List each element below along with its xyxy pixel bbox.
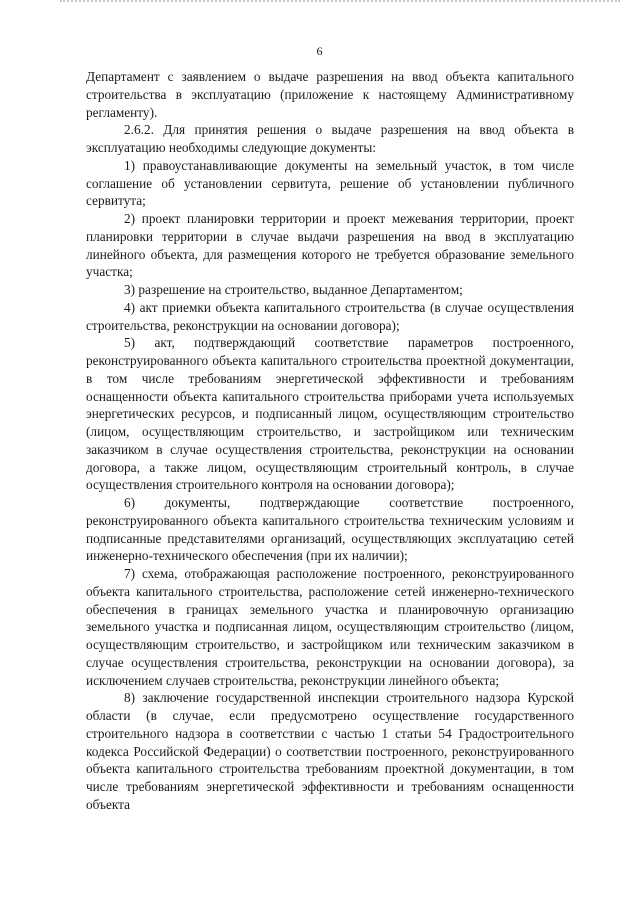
list-item-5: 5) акт, подтверждающий соответствие параметров построенного, реконструированного объекта капитального строительства проектной документации, в том числе требованиям энергетической эффективности и требованиям оснащенности объекта капитального строительства приборами учета используемых энергетических ресурсов, и подписанный лицом, осуществляющим строительство (лицом, осуществляющим строительство, и застройщиком или техническим заказчиком в случае осуществления строительства, реконструкции на основании договора, а также лицом, осуществляющим строительный контроль, в случае осуществления строительного контроля на основании договора); <box>86 335 574 493</box>
list-item-2: 2) проект планировки территории и проект межевания территории, проект планировки территории в случае выдачи разрешения на ввод в эксплуатацию линейного объекта, для размещения которого не требуется образование земельного участка; <box>86 211 574 280</box>
scan-edge-artifact <box>60 0 620 5</box>
page-number: 6 <box>316 44 323 58</box>
list-item-8: 8) заключение государственной инспекции строительного надзора Курской области (в случае, если предусмотрено осуществление государственного строительного надзора в соответствии с частью 1 статьи 54 Градостроительного кодекса Российской Федерации) о соответствии построенного, реконструированного объекта капитального строительства требованиям проектной документации, в том числе требованиям энергетической эффективности и требованиям оснащенности объекта <box>86 690 574 812</box>
list-item-6: 6) документы, подтверждающие соответствие построенного, реконструированного объекта капитального строительства техническим условиям и подписанные представителями организаций, осуществляющих эксплуатацию сетей инженерно-технического обеспечения (при их наличии); <box>86 495 574 564</box>
paragraph-section-2-6-2: 2.6.2. Для принятия решения о выдаче разрешения на ввод объекта в эксплуатацию необходимы следующие документы: <box>86 122 574 155</box>
list-item-3: 3) разрешение на строительство, выданное Департаментом; <box>124 282 463 297</box>
list-item-7: 7) схема, отображающая расположение построенного, реконструированного объекта капитального строительства, расположение сетей инженерно-технического обеспечения в границах земельного участка и планировочную организацию земельного участка и подписанная лицом, осуществляющим строительство (лицом, осуществляющим строительство, и застройщиком или техническим заказчиком в случае осуществления строительства, реконструкции на основании договора), за исключением случаев строительства, реконструкции линейного объекта; <box>86 566 574 688</box>
document-body <box>86 68 574 814</box>
paragraph-continuation: Департамент с заявлением о выдаче разрешения на ввод объекта капитального строительства в эксплуатацию (приложение к настоящему Административному регламенту). <box>86 69 574 120</box>
list-item-1: 1) правоустанавливающие документы на земельный участок, в том числе соглашение об установлении сервитута, решение об установлении публичного сервитута; <box>86 157 574 209</box>
list-item-4: 4) акт приемки объекта капитального строительства (в случае осуществления строительства, реконструкции на основании договора); <box>86 299 574 333</box>
